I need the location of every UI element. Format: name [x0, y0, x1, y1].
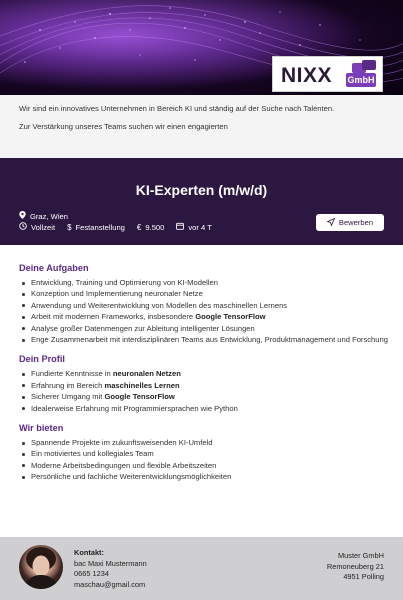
contact-label: Kontakt: [74, 548, 104, 557]
profile-list-item: Idealerweise Erfahrung mit Programmiersprachen wie Python [19, 403, 389, 414]
offer-list-item: Spannende Projekte im zukunftsweisenden KI-Umfeld [19, 437, 389, 448]
company-logo [272, 56, 383, 92]
tasks-list-item: Analyse großer Datenmengen zur Ableitung intelligenter Lösungen [19, 323, 389, 334]
job-title: KI-Experten (m/w/d) [135, 182, 268, 198]
salary-text: 9.500 [145, 222, 165, 232]
profile-list-item: Fundierte Kenntnisse in neuronalen Netzen [19, 368, 389, 379]
calendar-icon [176, 222, 184, 232]
job-attributes [19, 222, 224, 232]
contact-phone: 0665 1234 [74, 569, 109, 579]
apply-button-label: Bewerben [338, 218, 374, 227]
posted-date [176, 222, 212, 232]
offer-list [19, 437, 389, 483]
tasks-list [19, 277, 389, 345]
employment-type [19, 222, 55, 232]
clock-icon [19, 222, 27, 232]
job-location-text: Graz, Wien [30, 211, 68, 221]
profile-heading: Dein Profil [19, 354, 65, 365]
employment-type-text: Vollzeit [31, 222, 56, 232]
send-icon [327, 218, 335, 228]
logo-suffix: GmbH [347, 75, 375, 85]
tasks-list-item: Konzeption und Implementierung neuronaler Netze [19, 288, 389, 299]
posted-date-text: vor 4 T [188, 222, 212, 232]
profile-list-item: Erfahrung im Bereich maschinelles Lernen [19, 380, 389, 391]
company-city: 4951 Polling [343, 572, 384, 582]
offer-heading: Wir bieten [19, 423, 64, 434]
euro-icon: € [136, 222, 142, 232]
contact-name: bac Maxi Mustermann [74, 558, 147, 568]
logo-wordmark: NIXX [281, 64, 333, 87]
location-pin-icon [19, 211, 26, 221]
company-address [327, 551, 384, 583]
tasks-list-item: Enge Zusammenarbeit mit interdisziplinären Teams aus Entwicklung, Produktmanagement und Forschung [19, 334, 389, 345]
offer-list-item: Persönliche und fachliche Weiterentwicklungsmöglichkeiten [19, 471, 389, 482]
contact-avatar [19, 545, 63, 589]
tasks-heading: Deine Aufgaben [19, 263, 89, 273]
dollar-icon: $ [67, 222, 72, 232]
apply-button[interactable] [316, 214, 384, 231]
job-description [19, 263, 389, 492]
contact-block [74, 548, 147, 590]
profile-list [19, 368, 389, 414]
tasks-list-item: Entwicklung, Training und Optimierung von KI-Modellen [19, 277, 389, 288]
contract-type [67, 223, 125, 232]
offer-list-item: Moderne Arbeitsbedingungen und flexible Arbeitszeiten [19, 460, 389, 471]
intro-subtext: Zur Verstärkung unseres Teams suchen wir einen engagierten [19, 121, 228, 131]
company-name: Muster GmbH [338, 551, 384, 560]
logo-squares-icon [352, 60, 378, 74]
tasks-list-item: Arbeit mit modernen Frameworks, insbesondere Google TensorFlow [19, 311, 389, 322]
company-street: Remoneuberg 21 [326, 561, 384, 571]
job-header-band [0, 158, 403, 245]
job-location [19, 211, 68, 221]
intro-section [0, 95, 403, 158]
contract-type-text: Festanstellung [75, 222, 125, 232]
tasks-list-item: Anwendung und Weiterentwicklung von Modellen des maschinellen Lernens [19, 300, 389, 311]
salary [137, 223, 164, 232]
profile-list-item: Sicherer Umgang mit Google TensorFlow [19, 391, 389, 402]
contact-email: maschau@gmail.com [74, 579, 146, 589]
intro-text: Wir sind ein innovatives Unternehmen in Bereich KI und ständig auf der Suche nach Talenten. [19, 104, 335, 113]
offer-list-item: Ein motiviertes und kollegiales Team [19, 448, 389, 459]
